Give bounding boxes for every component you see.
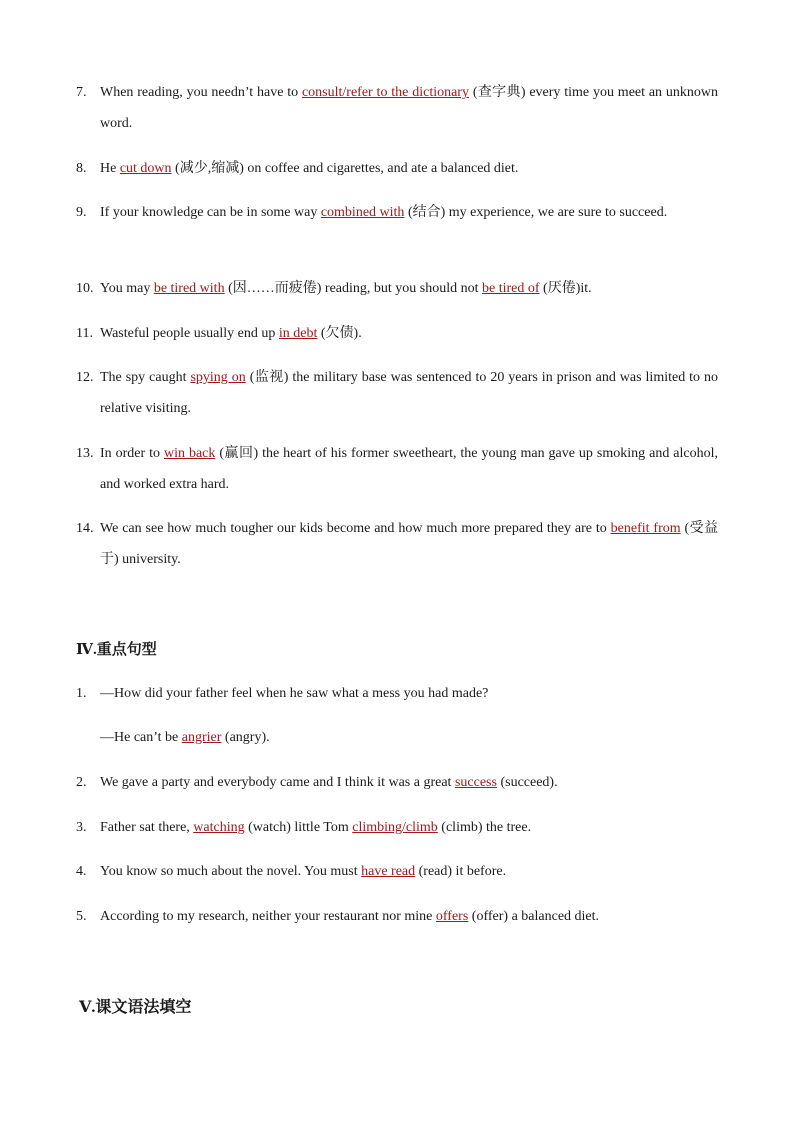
item-number: 4. xyxy=(76,864,87,879)
answer-blank: benefit from xyxy=(610,521,681,536)
answer-blank: be tired of xyxy=(482,281,540,296)
item-number: 3. xyxy=(76,820,87,835)
answer-blank: win back xyxy=(164,446,216,461)
item-number: 12. xyxy=(76,370,94,385)
item-number: 5. xyxy=(76,909,87,924)
item-text: (减少,缩减) on coffee and cigarettes, and ate a balanced diet. xyxy=(171,161,519,176)
answer-blank: climbing/climb xyxy=(352,820,438,835)
answer-blank: success xyxy=(454,775,497,790)
item-number: 2. xyxy=(76,775,87,790)
item-number: 10. xyxy=(76,281,94,296)
item-text: He xyxy=(100,161,120,176)
exercise-item-7 xyxy=(76,77,718,139)
exercise-item-8 xyxy=(76,153,718,184)
item-text: —He can’t be xyxy=(100,730,182,745)
item-text: If your knowledge can be in some way xyxy=(100,205,321,220)
exercise-item-11 xyxy=(76,318,718,349)
question-line: —How did your father feel when he saw what a mess you had made? xyxy=(100,686,489,701)
item-text: (赢回) the heart of his former sweetheart, the young man gave up smoking and alcohol, and worked extra hard. xyxy=(100,446,718,492)
item-text: (欠债). xyxy=(317,326,362,341)
item-text: We gave a party and everybody came and I think it was a great xyxy=(100,775,455,790)
sentence-item-5 xyxy=(76,901,718,932)
item-number: 11. xyxy=(76,326,93,341)
answer-blank: be tired with xyxy=(153,281,225,296)
sentence-item-1 xyxy=(76,678,718,760)
item-text: (watch) little Tom xyxy=(244,820,353,835)
item-text: The spy caught xyxy=(100,370,191,385)
item-text: (offer) a balanced diet. xyxy=(468,909,600,924)
item-text: In order to xyxy=(100,446,164,461)
item-number: 14. xyxy=(76,521,94,536)
item-number: 8. xyxy=(76,161,87,176)
item-text: (因……而疲倦) reading, but you should not xyxy=(224,281,482,296)
exercise-item-10 xyxy=(76,273,718,304)
item-text: (angry). xyxy=(221,730,270,745)
item-text: According to my research, neither your restaurant nor mine xyxy=(100,909,436,924)
answer-blank: have read xyxy=(361,864,416,879)
sentence-item-4 xyxy=(76,856,718,887)
exercise-item-13 xyxy=(76,438,718,500)
sentence-item-3 xyxy=(76,812,718,843)
item-text: (监视) the military base was sentenced to 20 years in prison and was limited to no relative visiting. xyxy=(100,370,719,416)
answer-blank: offers xyxy=(435,909,469,924)
item-number: 9. xyxy=(76,205,87,220)
answer-blank: angrier xyxy=(181,730,222,745)
item-text: (厌倦)it. xyxy=(539,281,592,296)
item-text: Father sat there, xyxy=(100,820,194,835)
exercise-item-9 xyxy=(76,197,718,228)
item-number: 1. xyxy=(76,686,87,701)
item-text: (查字典) every time you meet an unknown word. xyxy=(100,85,719,131)
answer-blank: combined with xyxy=(320,205,405,220)
item-text: When reading, you needn’t have to xyxy=(100,85,302,100)
section-heading-4: Ⅳ.重点句型 xyxy=(76,642,157,658)
answer-blank: consult/refer to the dictionary xyxy=(301,85,469,100)
answer-blank: in debt xyxy=(278,326,318,341)
item-text: (结合) my experience, we are sure to succeed. xyxy=(404,205,668,220)
sentence-item-2 xyxy=(76,767,718,798)
item-number: 13. xyxy=(76,446,94,461)
item-text: We can see how much tougher our kids become and how much more prepared they are to xyxy=(100,521,611,536)
item-text: You know so much about the novel. You must xyxy=(100,864,362,879)
item-text: Wasteful people usually end up xyxy=(100,326,279,341)
item-text: (受益于) university. xyxy=(100,521,718,567)
answer-blank: cut down xyxy=(119,161,172,176)
section-heading-5: Ⅴ.课文语法填空 xyxy=(79,999,192,1016)
exercise-item-12 xyxy=(76,362,718,424)
item-text: (succeed). xyxy=(496,775,558,790)
answer-blank: spying on xyxy=(190,370,246,385)
item-text: (climb) the tree. xyxy=(437,820,532,835)
answer-blank: watching xyxy=(193,820,245,835)
item-number: 7. xyxy=(76,85,87,100)
item-text: (read) it before. xyxy=(415,864,507,879)
exercise-item-14 xyxy=(76,513,718,575)
item-text: You may xyxy=(100,281,154,296)
